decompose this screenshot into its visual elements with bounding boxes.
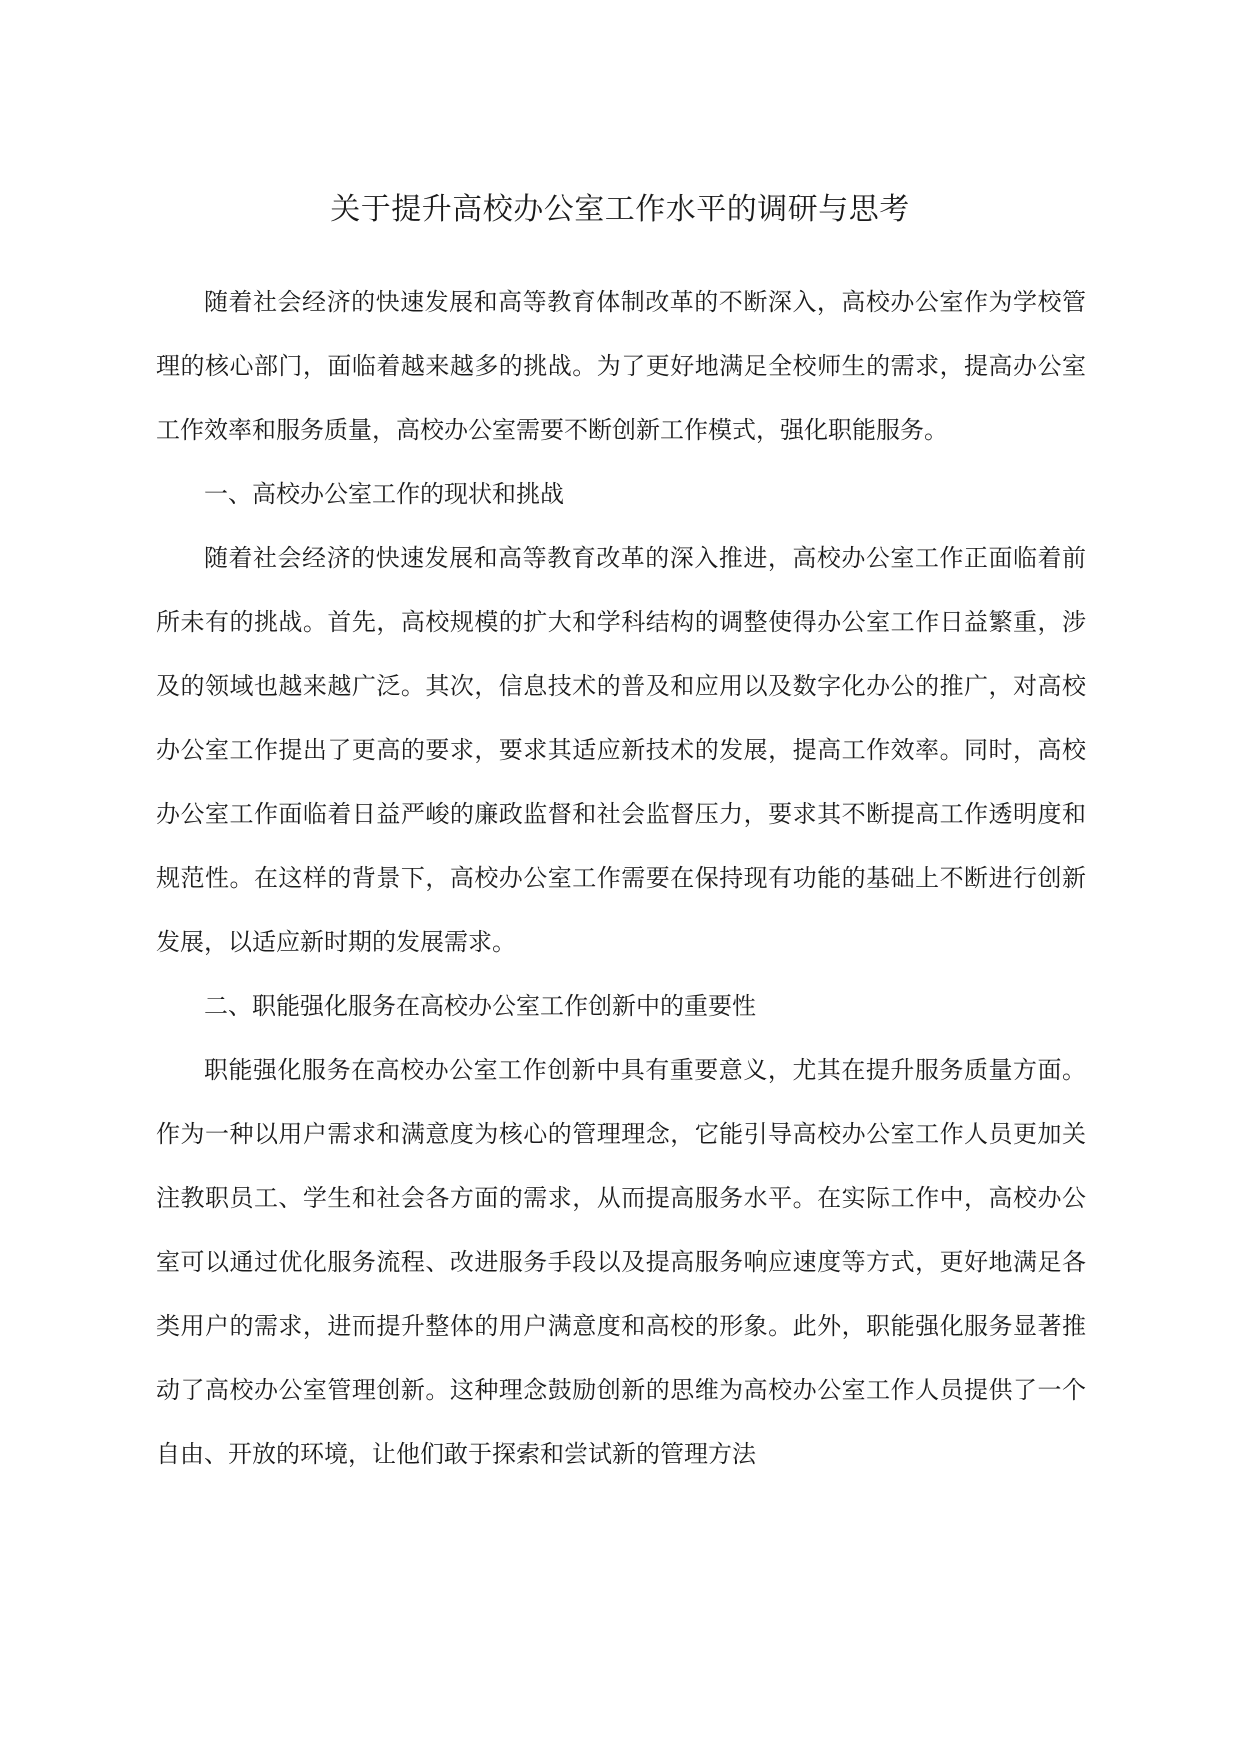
document-title: 关于提升高校办公室工作水平的调研与思考 [330, 192, 910, 227]
section2-paragraph: 职能强化服务在高校办公室工作创新中具有重要意义，尤其在提升服务质量方面。作为一种以用户需求和满意度为核心的管理理念，它能引导高校办公室工作人员更加关注教职员工、学生和社会各方面的需求，从而提高服务水平。在实际工作中，高校办公室可以通过优化服务流程、改进服务手段以及提高服务响应速度等方式，更好地满足各类用户的需求，进而提升整体的用户满意度和高校的形象。此外，职能强化服务显著推动了高校办公室管理创新。这种理念鼓励创新的思维为高校办公室工作人员提供了一个自由、开放的环境，让他们敢于探索和尝试新的管理方法 [156, 1056, 1086, 1468]
intro-paragraph: 随着社会经济的快速发展和高等教育体制改革的不断深入，高校办公室作为学校管理的核心部门，面临着越来越多的挑战。为了更好地满足全校师生的需求，提高办公室工作效率和服务质量，高校办公室需要不断创新工作模式，强化职能服务。 [156, 288, 1086, 444]
section1-heading: 一、高校办公室工作的现状和挑战 [204, 480, 564, 508]
section1-paragraph: 随着社会经济的快速发展和高等教育改革的深入推进，高校办公室工作正面临着前所未有的挑战。首先，高校规模的扩大和学科结构的调整使得办公室工作日益繁重，涉及的领域也越来越广泛。其次，信息技术的普及和应用以及数字化办公的推广，对高校办公室工作提出了更高的要求，要求其适应新技术的发展，提高工作效率。同时，高校办公室工作面临着日益严峻的廉政监督和社会监督压力，要求其不断提高工作透明度和规范性。在这样的背景下，高校办公室工作需要在保持现有功能的基础上不断进行创新发展，以适应新时期的发展需求。 [156, 544, 1086, 956]
document-body [156, 270, 1086, 1486]
section2-heading: 二、职能强化服务在高校办公室工作创新中的重要性 [204, 992, 756, 1020]
